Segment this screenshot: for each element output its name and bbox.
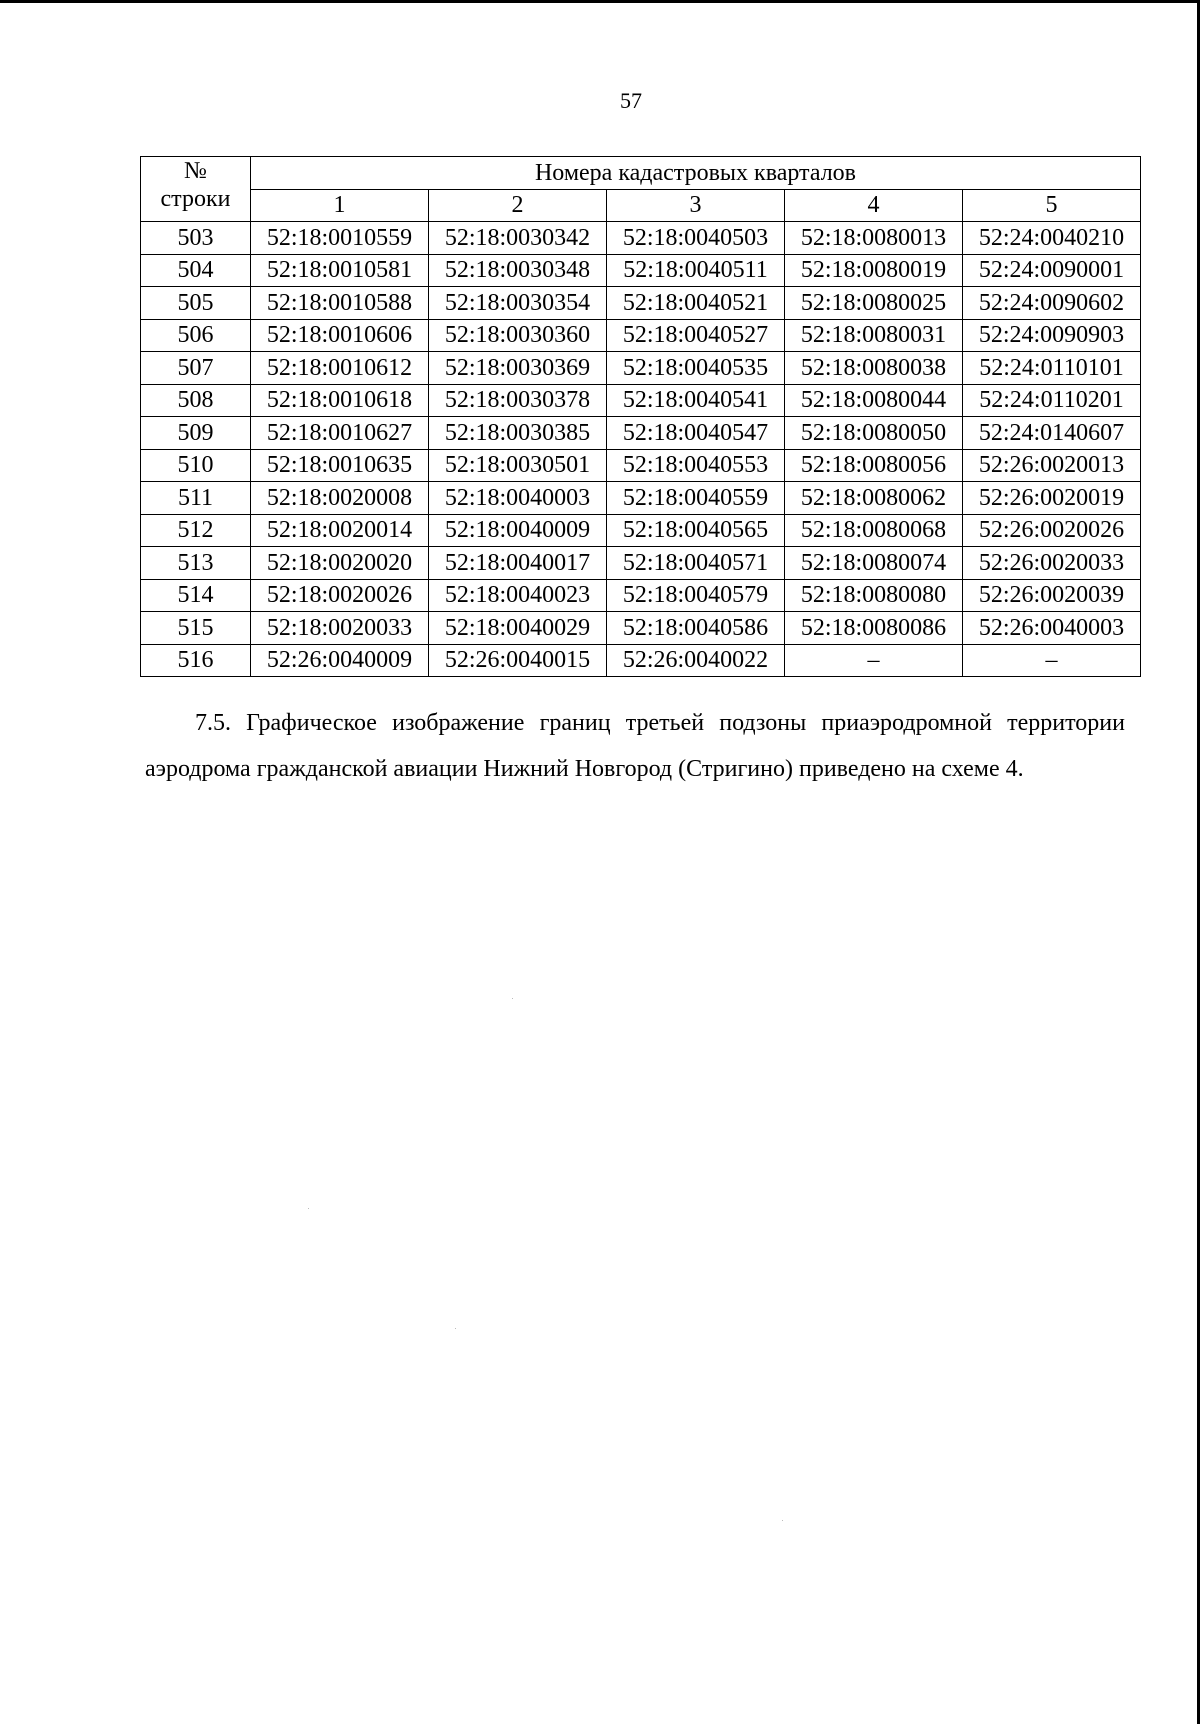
cadastral-number-cell: 52:18:0080074 [785,547,963,580]
cadastral-number-cell: 52:26:0040015 [429,644,607,677]
cadastral-number-cell: 52:18:0040009 [429,514,607,547]
table-row [141,644,1141,677]
row-number-cell: 514 [141,579,251,612]
header-row-number-label: строки [160,186,231,212]
header-row-number-symbol: № [184,158,207,184]
cadastral-number-cell: 52:24:0090602 [963,287,1141,320]
cadastral-number-cell: 52:18:0080080 [785,579,963,612]
table-row [141,254,1141,287]
cadastral-number-cell: 52:26:0020033 [963,547,1141,580]
row-number-cell: 511 [141,482,251,515]
cadastral-number-cell: 52:18:0030360 [429,319,607,352]
cadastral-number-cell: – [963,644,1141,677]
cadastral-number-cell: 52:18:0040547 [607,417,785,450]
cadastral-number-cell: 52:24:0090001 [963,254,1141,287]
header-row-number [141,157,251,222]
cadastral-number-cell: 52:24:0140607 [963,417,1141,450]
cadastral-number-cell: 52:18:0040003 [429,482,607,515]
scan-speck [782,1520,783,1521]
cadastral-number-cell: 52:18:0080038 [785,352,963,385]
row-number-cell: 506 [141,319,251,352]
cadastral-number-cell: 52:18:0010559 [251,222,429,255]
table-row [141,612,1141,645]
cadastral-number-cell: 52:18:0020008 [251,482,429,515]
cadastral-number-cell: 52:18:0080031 [785,319,963,352]
cadastral-number-cell: 52:18:0010618 [251,384,429,417]
cadastral-number-cell: 52:18:0040023 [429,579,607,612]
column-number-row [141,189,1141,222]
cadastral-number-cell: 52:18:0010588 [251,287,429,320]
cadastral-number-cell: 52:18:0020033 [251,612,429,645]
column-number-header: 4 [785,189,963,222]
cadastral-number-cell: 52:18:0030501 [429,449,607,482]
cadastral-number-cell: 52:26:0040003 [963,612,1141,645]
cadastral-number-cell: 52:18:0030348 [429,254,607,287]
table-row [141,579,1141,612]
cadastral-number-cell: 52:18:0080025 [785,287,963,320]
cadastral-number-cell: 52:26:0020013 [963,449,1141,482]
cadastral-number-cell: 52:18:0080086 [785,612,963,645]
cadastral-number-cell: 52:18:0040565 [607,514,785,547]
cadastral-number-cell: 52:18:0010612 [251,352,429,385]
cadastral-number-cell: 52:18:0040571 [607,547,785,580]
cadastral-number-cell: 52:18:0040541 [607,384,785,417]
cadastral-number-cell: 52:26:0040022 [607,644,785,677]
table-row [141,384,1141,417]
page-number: 57 [620,88,642,113]
cadastral-quarters-table [140,156,1141,677]
cadastral-number-cell: 52:24:0110201 [963,384,1141,417]
cadastral-number-cell: 52:26:0040009 [251,644,429,677]
column-number-header: 2 [429,189,607,222]
cadastral-number-cell: 52:18:0010627 [251,417,429,450]
cadastral-number-cell: 52:18:0040029 [429,612,607,645]
column-number-header: 1 [251,189,429,222]
row-number-cell: 505 [141,287,251,320]
table-body [141,222,1141,677]
cadastral-number-cell: 52:18:0040503 [607,222,785,255]
header-cadastral-numbers: Номера кадастровых кварталов [251,157,1141,190]
cadastral-number-cell: 52:18:0010581 [251,254,429,287]
cadastral-number-cell: 52:18:0030385 [429,417,607,450]
cadastral-number-cell: 52:18:0010606 [251,319,429,352]
cadastral-number-cell: 52:18:0080013 [785,222,963,255]
cadastral-number-cell: 52:18:0020020 [251,547,429,580]
cadastral-number-cell: 52:26:0020039 [963,579,1141,612]
cadastral-number-cell: 52:24:0110101 [963,352,1141,385]
column-number-header: 3 [607,189,785,222]
cadastral-number-cell: 52:18:0010635 [251,449,429,482]
scan-border-top [0,0,1200,3]
cadastral-number-cell: 52:24:0090903 [963,319,1141,352]
table-row [141,482,1141,515]
cadastral-number-cell: 52:18:0040559 [607,482,785,515]
scan-speck [308,1208,309,1209]
cadastral-number-cell: 52:18:0020026 [251,579,429,612]
row-number-cell: 503 [141,222,251,255]
cadastral-number-cell: 52:26:0020019 [963,482,1141,515]
cadastral-number-cell: 52:18:0080056 [785,449,963,482]
table-row [141,352,1141,385]
cadastral-number-cell: 52:18:0040553 [607,449,785,482]
cadastral-number-cell: 52:18:0040511 [607,254,785,287]
row-number-cell: 516 [141,644,251,677]
table-row [141,514,1141,547]
cadastral-number-cell: 52:18:0030354 [429,287,607,320]
table-row [141,287,1141,320]
cadastral-number-cell: 52:18:0040527 [607,319,785,352]
scan-speck [455,1328,456,1329]
cadastral-number-cell: 52:18:0080062 [785,482,963,515]
column-number-header: 5 [963,189,1141,222]
cadastral-number-cell: 52:18:0040017 [429,547,607,580]
cadastral-number-cell: 52:26:0020026 [963,514,1141,547]
section-7-5-paragraph: 7.5. Графическое изображение границ третьей подзоны приаэродромной территории аэродрома гражданской авиации Нижний Новгород (Стригино) приведено на схеме 4. [145,710,1125,782]
cadastral-number-cell: 52:18:0030378 [429,384,607,417]
cadastral-number-cell: 52:18:0080050 [785,417,963,450]
cadastral-number-cell: 52:18:0040521 [607,287,785,320]
cadastral-number-cell: 52:18:0080019 [785,254,963,287]
row-number-cell: 509 [141,417,251,450]
row-number-cell: 510 [141,449,251,482]
row-number-cell: 507 [141,352,251,385]
cadastral-number-cell: 52:18:0040586 [607,612,785,645]
cadastral-number-cell: 52:18:0080044 [785,384,963,417]
scan-speck [512,998,513,999]
table-row [141,222,1141,255]
cadastral-number-cell: 52:24:0040210 [963,222,1141,255]
cadastral-number-cell: 52:18:0020014 [251,514,429,547]
cadastral-number-cell: 52:18:0030369 [429,352,607,385]
table-row [141,319,1141,352]
cadastral-number-cell: 52:18:0040579 [607,579,785,612]
row-number-cell: 512 [141,514,251,547]
table-row [141,417,1141,450]
cadastral-number-cell: 52:18:0030342 [429,222,607,255]
row-number-cell: 504 [141,254,251,287]
row-number-cell: 508 [141,384,251,417]
row-number-cell: 513 [141,547,251,580]
cadastral-number-cell: 52:18:0080068 [785,514,963,547]
cadastral-number-cell: 52:18:0040535 [607,352,785,385]
row-number-cell: 515 [141,612,251,645]
table-row [141,449,1141,482]
table-row [141,547,1141,580]
cadastral-number-cell: – [785,644,963,677]
